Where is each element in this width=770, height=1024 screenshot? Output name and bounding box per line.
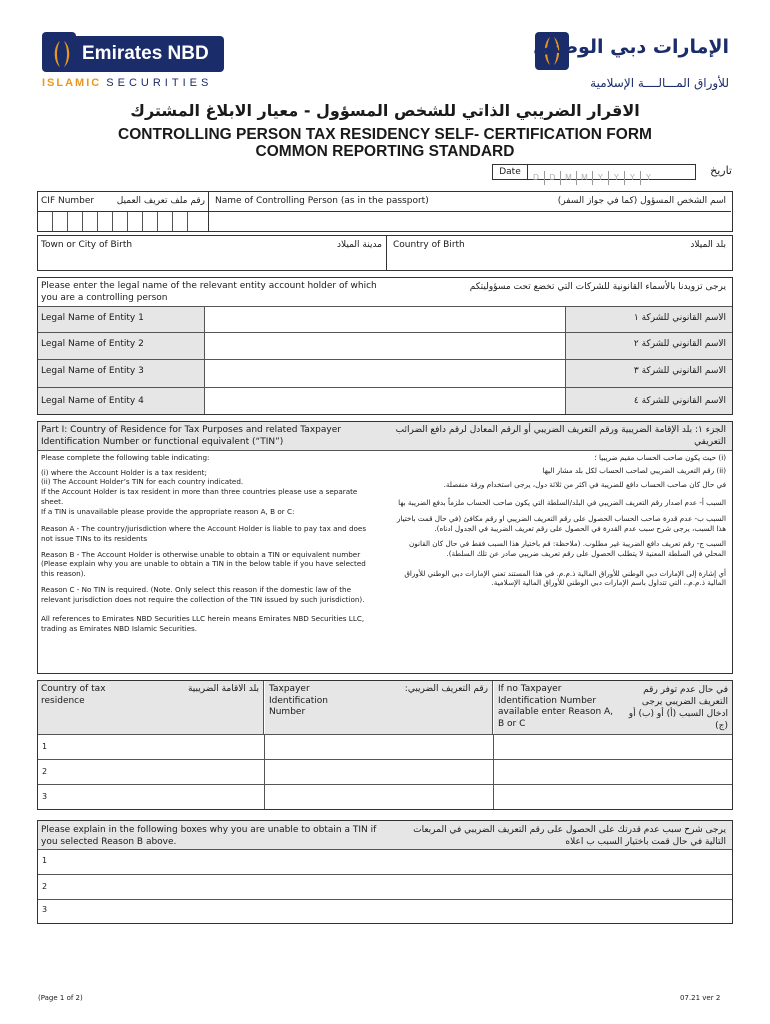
instruction-text: (i) where the Account Holder is a tax resident; [41, 467, 207, 477]
instruction-text-ar: (ii) رقم التعريف الضريبي لصاحب الحساب لكل بلد مشار اليها [542, 465, 726, 475]
entity-row [38, 360, 732, 388]
col-reason-en: If no Taxpayer Identification Number available enter Reason A, B or C [498, 684, 614, 730]
instruction-text: All references to Emirates NBD Securities LLC herein means Emirates NBD Securities LLC, trading as Emirates NBD Islamic Securities. [41, 614, 365, 634]
controlling-person-name-input[interactable] [209, 211, 731, 232]
row-number: 1 [42, 742, 48, 751]
controlling-person-name-label-ar: اسم الشخص المسؤول (كما في جواز السفر) [557, 196, 726, 206]
entity-label-en: Legal Name of Entity 1 [41, 313, 144, 323]
town-of-birth-label-ar: مدينة الميلاد [337, 240, 382, 250]
entity-name-input[interactable] [204, 388, 566, 414]
instruction-text: If the Account Holder is tax resident in more than three countries please use a separate sheet. [41, 487, 358, 506]
col-country-ar: بلد الاقامة الضريبية [187, 684, 259, 694]
instructions-en [41, 453, 371, 634]
reason-input[interactable] [494, 785, 732, 809]
entities-section [37, 277, 733, 415]
brand-sub-ar: للأوراق المـــالــــة الإسلامية [590, 76, 729, 90]
tin-table-header [38, 681, 732, 735]
version-label: 07.21 ver 2 [680, 994, 721, 1002]
tin-table [37, 680, 733, 810]
col-reason-ar: في حال عدم توفر رقم التعريف الضريبي يرجى ادخال السبب (أ) أو (ب) أو (ج) [628, 685, 728, 732]
date-digit[interactable]: D [544, 171, 560, 185]
entity-row [38, 307, 732, 333]
entity-label-ar: الاسم القانوني للشركة ٢ [633, 339, 726, 349]
entity-label-en: Legal Name of Entity 4 [41, 396, 144, 406]
explain-heading-ar: يرجى شرح سبب عدم قدرتك على الحصول على رقم التعريف الضريبي في المربعات التالية في حال قمت باختيار السبب ب اعلاه [413, 825, 726, 848]
cif-label: CIF Number [41, 196, 95, 206]
table-row [38, 760, 732, 785]
brand-name-en: Emirates NBD [42, 36, 224, 72]
table-row [38, 735, 732, 760]
logo-mark-icon-overlay [44, 36, 78, 72]
part1-heading-ar: الجزء ١: بلد الإقامة الضريبية ورقم التعريف الضريبي أو الرقم المعادل لرقم دافع الضرائب التعريفي [395, 425, 726, 447]
instruction-text: If a TIN is unavailable please provide the appropriate reason A, B or C: [41, 506, 295, 516]
country-of-birth-label-ar: بلد الميلاد [690, 240, 726, 250]
reason-input[interactable] [494, 735, 732, 759]
instruction-text: (ii) The Account Holder’s TIN for each country indicated. [41, 477, 244, 487]
col-country-en: Country of tax residence [41, 684, 106, 706]
controlling-person-name-label: Name of Controlling Person (as in the passport) [215, 196, 429, 206]
town-of-birth-input[interactable] [38, 236, 387, 270]
reason-input[interactable] [494, 760, 732, 784]
instruction-text: Please complete the following table indicating: [41, 453, 210, 462]
entity-row [38, 388, 732, 414]
entity-label-ar: الاسم القانوني للشركة ٤ [633, 396, 726, 406]
col-tin-ar: رقم التعريف الضريبي: [404, 684, 488, 694]
country-of-birth-input[interactable] [388, 236, 732, 270]
instruction-text: Reason C - No TIN is required. (Note. Only select this reason if the domestic law of the relevant jurisdiction does not require the collection of the TIN issued by such jurisdiction). [41, 584, 365, 604]
birth-section [37, 235, 733, 271]
instruction-text-ar: في حال كان صاحب الحساب دافع للضريبة في اكثر من ثلاثة دول، يرجى استخدام ورقة منفصلة. [443, 480, 726, 490]
country-of-birth-label: Country of Birth [393, 240, 465, 250]
country-input[interactable] [38, 785, 265, 809]
row-number: 2 [42, 882, 48, 891]
cif-label-ar: رقم ملف تعريف العميل [116, 196, 205, 206]
form-title-ar: الاقرار الضريبي الذاتي للشخص المسؤول - معيار الابلاغ المشترك [130, 101, 640, 120]
page-number: (Page 1 of 2) [38, 994, 83, 1002]
instruction-text-ar: أي إشارة إلى الإمارات دبي الوطني للأوراق المالية ذ.م.م. في هذا المستند تعني الإمارات دبي الوطني للأوراق المالية ذ.م.م.، التي تتداول باسم الإمارات دبي الوطني للأوراق المالية الإسلامية. [404, 568, 726, 588]
date-digit[interactable]: M [576, 171, 592, 185]
entity-name-input[interactable] [204, 333, 566, 359]
date-label-box [492, 164, 528, 180]
entity-intro-en: Please enter the legal name of the relevant entity account holder of which you are a controlling person [41, 281, 377, 303]
brand-name-ar: الإمارات دبي الوطني [533, 36, 729, 58]
brand-logo-ar [535, 32, 730, 90]
date-input[interactable] [528, 164, 696, 180]
date-label: Date [499, 167, 521, 177]
instruction-text-ar: السبب ج- رقم تعريف دافع الضريبة غير مطلوب. (ملاحظة: قم باختيار هذا السبب فقط في حال كان القانون المحلي في السلطة المعنية لا يتطلب الحصول على رقم تعريف ضريبي صادر عن تلك السلطة). [409, 539, 726, 559]
explain-heading-en: Please explain in the following boxes why you are unable to obtain a TIN if you selected Reason B above. [41, 825, 377, 848]
date-digit[interactable]: Y [640, 171, 656, 185]
instruction-text-ar: السبب أ- عدم اصدار رقم التعريف الضريبي في البلد/السلطة التي يكون صاحب الحساب ملزماً بدفع الضريبة بها [398, 498, 726, 508]
date-label-ar: تاريخ [710, 164, 732, 177]
row-number: 2 [42, 767, 48, 776]
date-digit[interactable]: M [560, 171, 576, 185]
row-number: 1 [42, 856, 48, 865]
country-input[interactable] [38, 735, 265, 759]
entity-name-input[interactable] [204, 307, 566, 332]
entity-label-ar: الاسم القانوني للشركة ١ [633, 313, 726, 323]
brand-logo-en [42, 32, 232, 90]
explain-row[interactable] [38, 850, 732, 875]
entity-label-en: Legal Name of Entity 2 [41, 339, 144, 349]
date-digit[interactable]: Y [608, 171, 624, 185]
instruction-text: Reason B - The Account Holder is otherwise unable to obtain a TIN or equivalent number (Please explain why you are unable to obtain a TIN in the below table if you have selected this reason). [41, 549, 366, 579]
controlling-person-name-section [209, 191, 733, 232]
entity-label-en: Legal Name of Entity 3 [41, 366, 144, 376]
form-title-en: CONTROLLING PERSON TAX RESIDENCY SELF- CERTIFICATION FORM [118, 126, 652, 143]
brand-sub-islamic: ISLAMIC [42, 77, 102, 89]
form-subtitle-en: COMMON REPORTING STANDARD [255, 143, 515, 160]
instruction-text: Reason A - The country/jurisdiction where the Account Holder is liable to pay tax and does not issue TINs to its residents [41, 524, 367, 544]
entity-name-input[interactable] [204, 360, 566, 387]
date-digit[interactable]: D [532, 173, 540, 182]
explain-row[interactable] [38, 875, 732, 900]
date-digit[interactable]: Y [624, 171, 640, 185]
country-input[interactable] [38, 760, 265, 784]
table-row [38, 785, 732, 809]
row-number: 3 [42, 905, 48, 914]
instructions-ar [386, 453, 726, 588]
entity-label-ar: الاسم القانوني للشركة ٣ [633, 366, 726, 376]
explain-row[interactable] [38, 900, 732, 923]
tin-input[interactable] [265, 785, 494, 809]
cif-section [37, 191, 209, 232]
part1-section [37, 421, 733, 674]
row-number: 3 [42, 792, 48, 801]
date-digit[interactable]: Y [592, 171, 608, 185]
cif-input[interactable] [38, 211, 208, 232]
town-of-birth-label: Town or City of Birth [41, 240, 133, 250]
explain-section [37, 820, 733, 924]
col-tin-en: Taxpayer Identification Number [269, 684, 329, 718]
entity-row [38, 333, 732, 360]
tin-input[interactable] [265, 735, 494, 759]
instruction-text-ar: السبب ب- عدم قدرة صاحب الحساب الحصول على رقم التعريف الضريبي او رقم مكافئ (في حال قمت باختيار هذا السبب، يرجى شرح سبب عدم القدرة في الحصول على رقم تعريف الضريبة في الجدول ادناه). [396, 513, 726, 533]
instruction-text-ar: (i) حيث يكون صاحب الحساب مقيم ضريبيا ؛ [594, 453, 726, 462]
tin-input[interactable] [265, 760, 494, 784]
brand-sub-securities: SECURITIES [106, 77, 213, 89]
entity-intro-ar: يرجى تزويدنا بالأسماء القانونية للشركات التي تخضع تحت مسؤوليتكم [469, 282, 726, 292]
part1-heading-en: Part I: Country of Residence for Tax Purposes and related Taxpayer Identification Number or functional equivalent (“TIN”) [41, 425, 341, 447]
